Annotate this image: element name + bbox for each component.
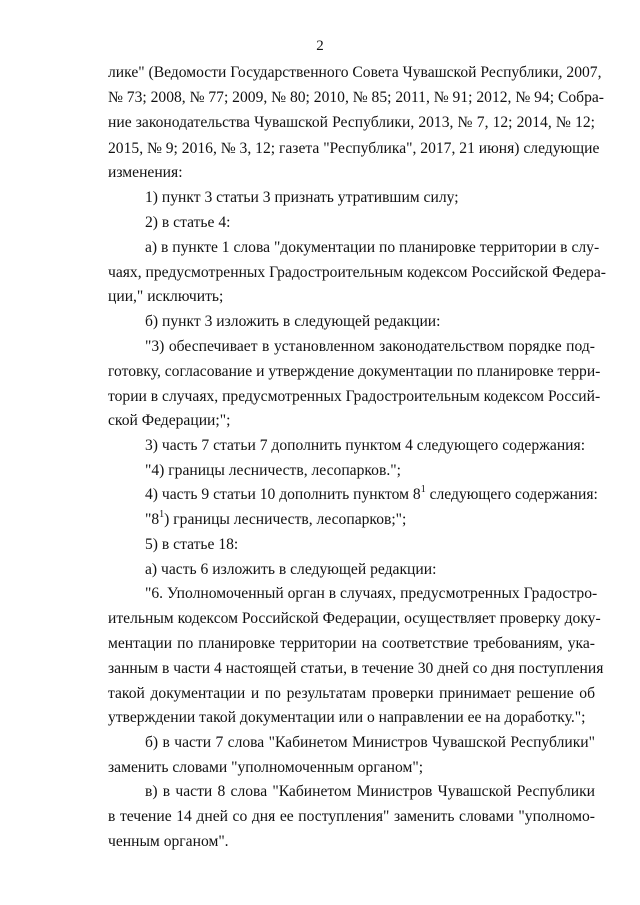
text-line: а) часть 6 изложить в следующей редакции: <box>145 561 437 578</box>
text-line: ции," исключить; <box>108 288 224 305</box>
text-line: "3) обеспечивает в установленном законодательством порядке под- <box>145 338 595 355</box>
text-line: утверждении такой документации или о направлении ее на доработку."; <box>108 709 586 726</box>
text-line: готовку, согласование и утверждение документации по планировке терри- <box>108 363 601 380</box>
text-line <box>145 483 598 505</box>
line-text-continued: следующего содержания: <box>425 486 598 503</box>
text-line: 3) часть 7 статьи 7 дополнить пунктом 4 следующего содержания: <box>145 437 586 454</box>
text-line: тории в случаях, предусмотренных Градостроительным кодексом Россий- <box>108 388 601 405</box>
superscript: 1 <box>159 508 165 520</box>
text-line: занным в части 4 настоящей статьи, в течение 30 дней со дня поступления <box>108 660 604 677</box>
text-line: б) в части 7 слова "Кабинетом Министров Чувашской Республики" <box>145 734 595 751</box>
line-text: 4) часть 9 статьи 10 дополнить пунктом 8 <box>145 486 421 503</box>
text-line: 2015, № 9; 2016, № 3, 12; газета "Республика", 2017, 21 июня) следующие <box>108 140 600 157</box>
line-text-continued: ) границы лесничеств, лесопарков;"; <box>164 511 407 528</box>
text-line: лике" (Ведомости Государственного Совета Чувашской Республики, 2007, <box>108 64 602 81</box>
text-line: "6. Уполномоченный орган в случаях, предусмотренных Градостро- <box>145 585 598 602</box>
text-line: ченным органом". <box>108 833 229 850</box>
text-line: в течение 14 дней со дня ее поступления" заменить словами "уполномо- <box>108 808 595 825</box>
text-line: а) в пункте 1 слова "документации по планировке территории в слу- <box>145 239 600 256</box>
text-line: ительным кодексом Российской Федерации, осуществляет проверку доку- <box>108 610 601 627</box>
text-line: ментации по планировке территории на соответствие требованиям, ука- <box>108 635 595 652</box>
text-line: 5) в статье 18: <box>145 536 239 553</box>
text-line: чаях, предусмотренных Градостроительным кодексом Российской Федера- <box>108 264 606 281</box>
text-line: "4) границы лесничеств, лесопарков."; <box>145 462 401 479</box>
text-line: в) в части 8 слова "Кабинетом Министров Чувашской Республики <box>145 783 595 800</box>
text-line: заменить словами "уполномоченным органом"; <box>108 759 424 776</box>
text-line: 1) пункт 3 статьи 3 признать утратившим силу; <box>145 189 459 206</box>
text-line: б) пункт 3 изложить в следующей редакции: <box>145 313 441 330</box>
text-line: изменения: <box>108 164 183 181</box>
text-line: такой документации и по результатам проверки принимает решение об <box>108 685 595 702</box>
text-line: 2) в статье 4: <box>145 214 231 231</box>
text-line: № 73; 2008, № 77; 2009, № 80; 2010, № 85; 2011, № 91; 2012, № 94; Собра- <box>108 89 604 106</box>
superscript: 1 <box>420 483 426 495</box>
text-line: ние законодательства Чувашской Республики, 2013, № 7, 12; 2014, № 12; <box>108 114 595 131</box>
text-line <box>145 510 595 530</box>
text-line: ской Федерации;"; <box>108 412 231 429</box>
page-number: 2 <box>316 38 324 54</box>
line-text: "8 <box>145 511 160 528</box>
